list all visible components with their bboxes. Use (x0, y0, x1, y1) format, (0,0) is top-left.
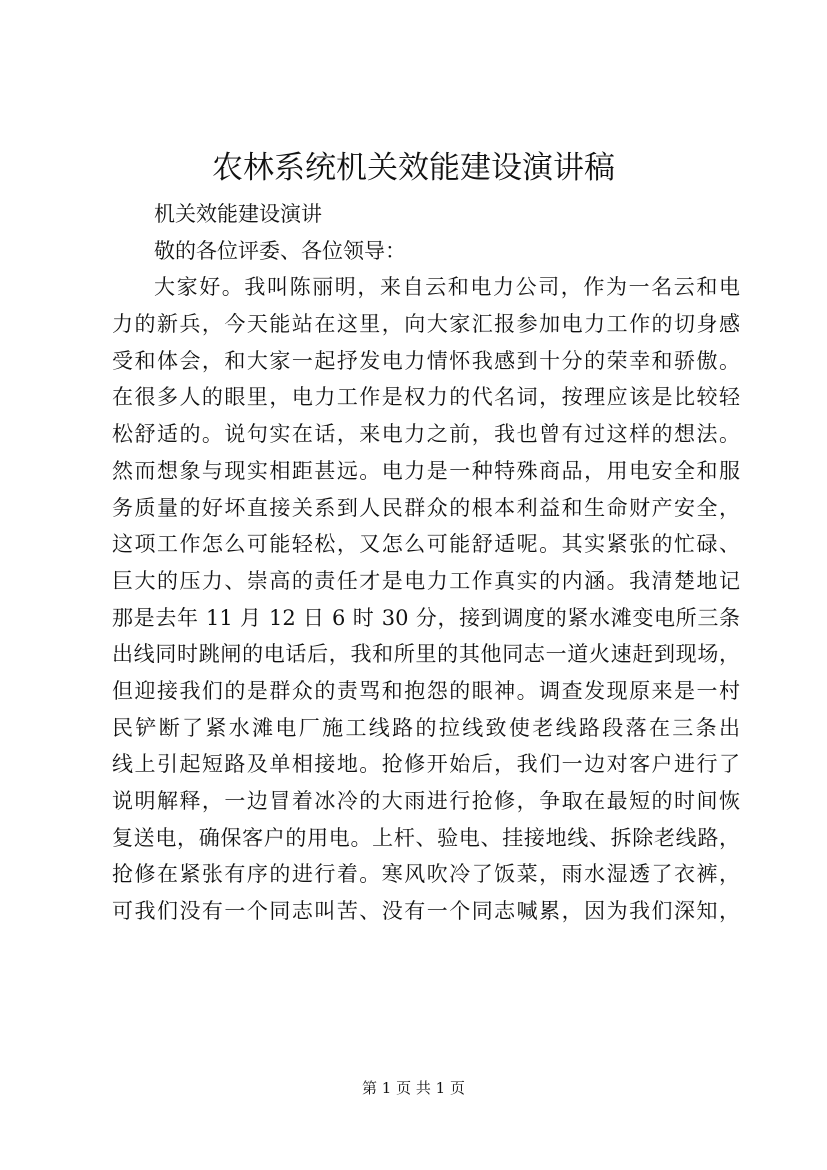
body-line: 复送电，确保客户的用电。上杆、验电、挂接地线、拆除老线路， (112, 825, 740, 850)
page-title: 农林系统机关效能建设演讲稿 (212, 150, 615, 186)
salutation-line: 敬的各位评委、各位领导： (154, 238, 406, 263)
body-line: 线上引起短路及单相接地。抢修开始后，我们一边对客户进行了 (112, 752, 740, 777)
body-line: 那是去年 11 月 12 日 6 时 30 分，接到调度的紧水滩变电所三条 (112, 605, 740, 630)
body-line: 巨大的压力、崇高的责任才是电力工作真实的内涵。我清楚地记 (112, 568, 740, 593)
body-line: 松舒适的。说句实在话，来电力之前，我也曾有过这样的想法。 (112, 422, 740, 447)
page-number-footer: 第 1 页 共 1 页 (362, 1079, 465, 1097)
body-line: 务质量的好坏直接关系到人民群众的根本利益和生命财产安全， (112, 495, 740, 520)
body-line: 这项工作怎么可能轻松，又怎么可能舒适呢。其实紧张的忙碌、 (112, 532, 740, 557)
body-line: 抢修在紧张有序的进行着。寒风吹冷了饭菜，雨水湿透了衣裤， (112, 862, 740, 887)
body-line: 民铲断了紧水滩电厂施工线路的拉线致使老线路段落在三条出 (112, 715, 740, 740)
body-line: 可我们没有一个同志叫苦、没有一个同志喊累，因为我们深知， (112, 899, 740, 924)
body-line: 然而想象与现实相距甚远。电力是一种特殊商品，用电安全和服 (112, 458, 740, 483)
body-line: 说明解释，一边冒着冰冷的大雨进行抢修，争取在最短的时间恢 (112, 789, 740, 813)
body-line: 但迎接我们的是群众的责骂和抱怨的眼神。调查发现原来是一村 (112, 678, 740, 703)
body-line: 出线同时跳闸的电话后，我和所里的其他同志一道火速赶到现场， (112, 642, 740, 667)
subtitle-line: 机关效能建设演讲 (154, 202, 322, 226)
body-line: 受和体会，和大家一起抒发电力情怀我感到十分的荣幸和骄傲。 (112, 348, 740, 373)
body-line: 在很多人的眼里，电力工作是权力的代名词，按理应该是比较轻 (112, 385, 740, 410)
body-line: 大家好。我叫陈丽明，来自云和电力公司，作为一名云和电 (154, 275, 740, 300)
document-body (112, 196, 740, 930)
body-line: 力的新兵，今天能站在这里，向大家汇报参加电力工作的切身感 (112, 312, 740, 337)
